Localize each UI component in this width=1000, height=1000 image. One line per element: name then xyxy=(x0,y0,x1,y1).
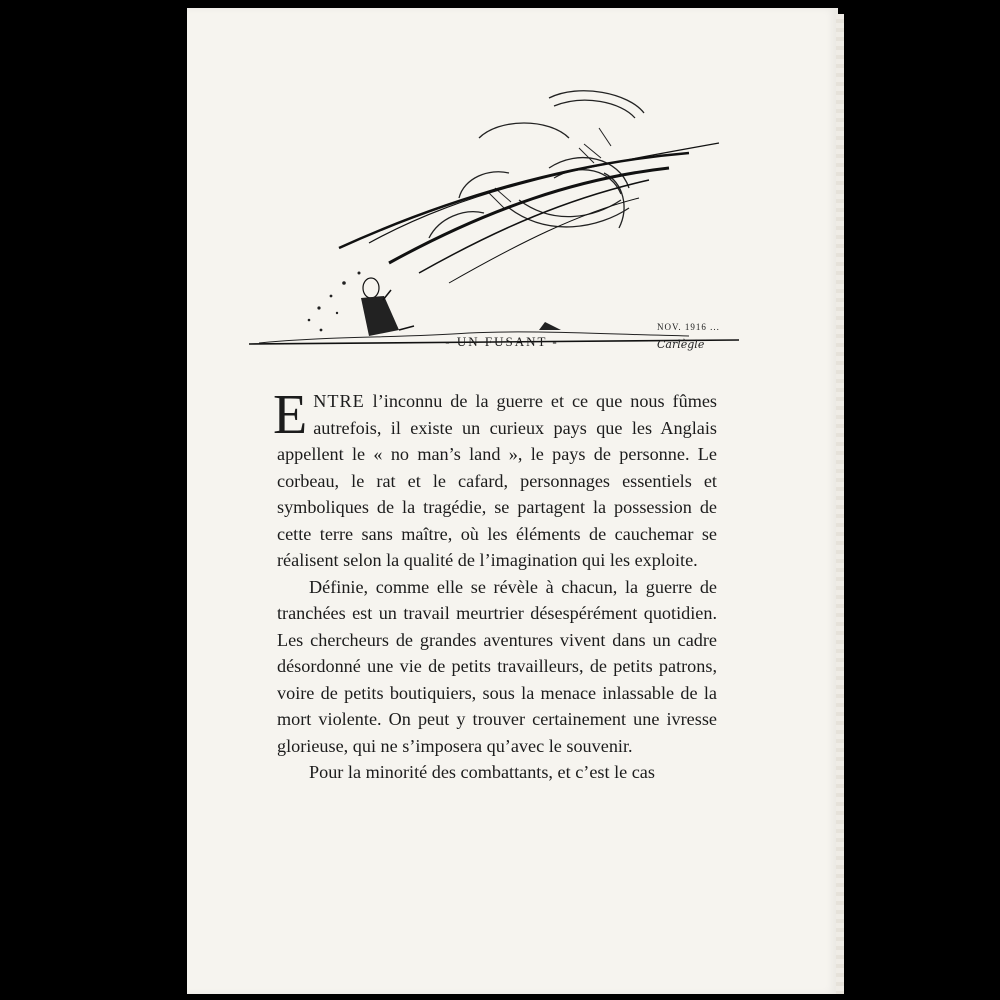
drop-cap: E xyxy=(273,384,308,446)
paragraph-1-text: l’inconnu de la guerre et ce que nous fûmes autrefois, il existe un curieux pays que les Anglais appellent le « no man’s land », le pays de personne. Le corbeau, le rat et le cafard, personnages essentiels et symboliques de la tragédie, se partagent la possession de cette terre sans maître, où les éléments de cauchemar se réalisent selon la qualité de l’imagination qui les exploite. xyxy=(277,391,717,570)
opening-word: NTRE xyxy=(313,391,365,411)
body-text xyxy=(273,384,717,786)
paragraph-1 xyxy=(273,384,717,574)
paragraph-3: Pour la minorité des combattants, et c’est le cas xyxy=(309,762,655,782)
illustration-date: NOV. 1916 ... xyxy=(657,322,720,332)
book-page xyxy=(187,8,838,994)
shell-burst-illustration xyxy=(249,68,749,358)
artist-signature: Carlègle xyxy=(657,338,705,351)
paragraph-2: Définie, comme elle se révèle à chacun, la guerre de tranchées est un travail meurtrier désespérément quotidien. Les chercheurs de grandes aventures vivent dans un cadre désordonné une vie de petits travailleurs, de petits patrons, voire de petits boutiquiers, sous la menace inlassable de la mort violente. On peut y trouver certainement une ivresse glorieuse, qui ne s’imposera qu’avec le souvenir. xyxy=(277,576,717,756)
deckled-page-edge xyxy=(836,14,844,994)
illustration-caption: - UN FUSANT - xyxy=(445,334,559,349)
